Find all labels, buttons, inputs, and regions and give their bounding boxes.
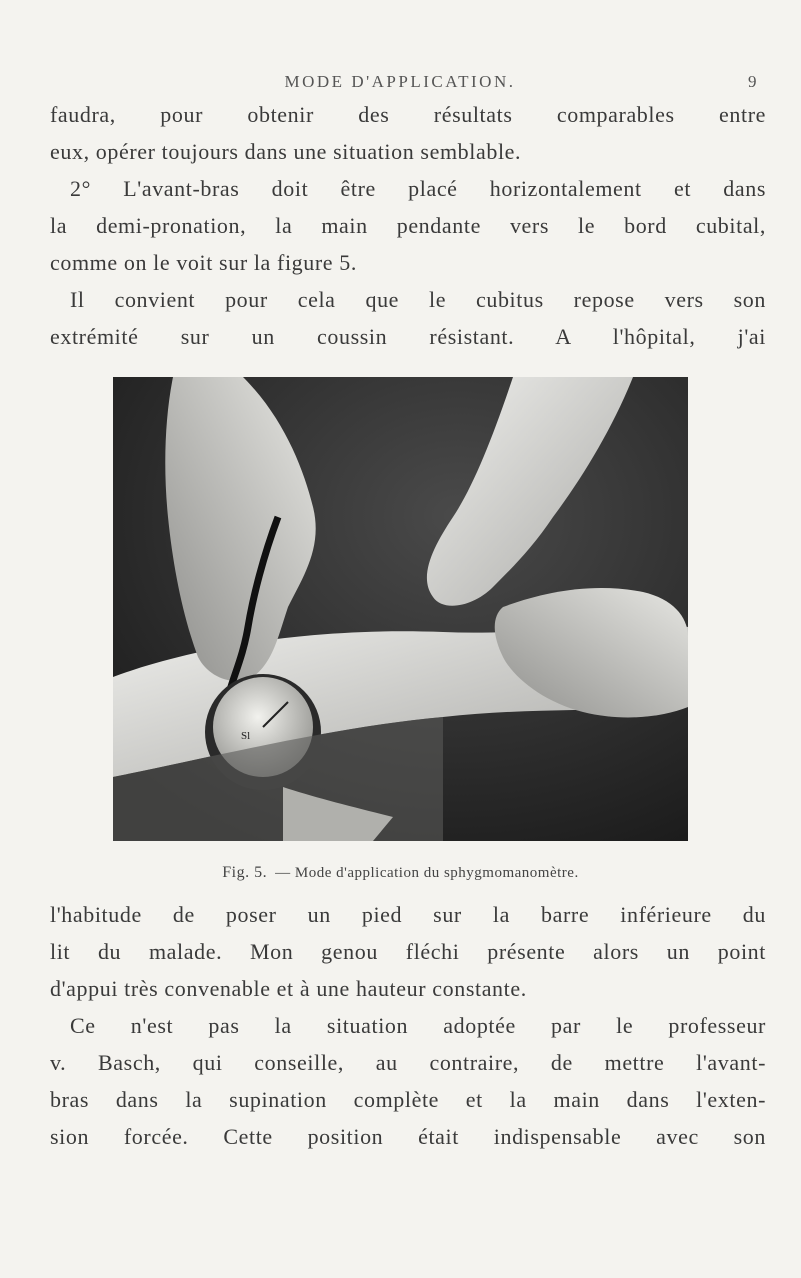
text-line: faudra, pour obtenir des résultats comparables entre [50, 102, 766, 127]
text-line: comme on le voit sur la figure 5. [50, 250, 357, 275]
sphygmomanometer-photo [113, 377, 688, 841]
text-line: Ce n'est pas la situation adoptée par le professeur [70, 1013, 766, 1038]
dial-label: Sl [241, 730, 251, 742]
text-line: v. Basch, qui conseille, au contraire, de mettre l'avant- [50, 1050, 766, 1075]
figure-caption-text: — Mode d'application du sphygmomanomètre. [275, 865, 579, 881]
text-line: d'appui très convenable et à une hauteur constante. [50, 976, 527, 1001]
figure-photo [113, 377, 688, 841]
running-head-title: MODE D'APPLICATION. [284, 72, 516, 91]
text-line: extrémité sur un coussin résistant. A l'hôpital, j'ai [50, 324, 766, 349]
bottom-text-block [50, 896, 766, 1155]
text-line: la demi-pronation, la main pendante vers le bord cubital, [50, 213, 766, 238]
text-line: l'habitude de poser un pied sur la barre inférieure du [50, 902, 766, 927]
text-line: Il convient pour cela que le cubitus repose vers son [70, 287, 766, 312]
top-text-block [50, 96, 766, 355]
figure-label: Fig. 5. [222, 864, 268, 881]
text-line: lit du malade. Mon genou fléchi présente alors un point [50, 939, 766, 964]
text-line: 2° L'avant-bras doit être placé horizontalement et dans [70, 176, 766, 201]
text-line: bras dans la supination complète et la main dans l'exten- [50, 1087, 766, 1112]
text-line: eux, opérer toujours dans une situation semblable. [50, 139, 522, 164]
figure-caption [0, 864, 801, 882]
text-line: sion forcée. Cette position était indispensable avec son [50, 1124, 766, 1149]
page-number: 9 [748, 72, 759, 91]
